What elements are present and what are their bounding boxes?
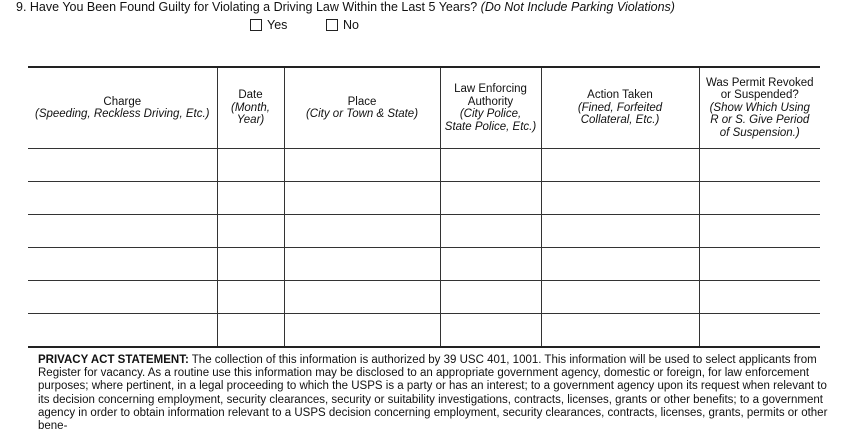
violations-table — [28, 66, 820, 348]
table-cell-input[interactable] — [541, 149, 699, 182]
table-cell-input[interactable] — [217, 182, 284, 215]
table-cell-input[interactable] — [699, 182, 820, 215]
no-checkbox[interactable] — [326, 19, 338, 31]
table-cell-input[interactable] — [541, 182, 699, 215]
table-cell-input[interactable] — [284, 149, 440, 182]
table-cell-input[interactable] — [284, 248, 440, 281]
table-cell-input[interactable] — [28, 281, 217, 314]
header-place: Place (City or Town & State) — [284, 67, 440, 149]
table-row — [28, 314, 820, 348]
table-cell-input[interactable] — [284, 182, 440, 215]
no-option[interactable] — [326, 18, 359, 32]
table-cell-input[interactable] — [217, 281, 284, 314]
question-note: (Do Not Include Parking Violations) — [480, 0, 675, 14]
privacy-body: The collection of this information is authorized by 39 USC 401, 1001. This information will be used to select applicants from Register for vacancy. As a routine use this information may be disclosed to an appropriate government agency, domestic or foreign, for law enforcement purposes; where pertinent, in a legal proceeding to which the USPS is a party or has an interest; to a government agency upon its request when relevant to its decision concerning employment, security clearances, security or suitability investigations, contracts, licenses, grants or other benefits; to a government agency in order to obtain information relevant to a USPS decision concerning employment, security clearances, contracts, licenses, grants, permits or other bene- — [38, 354, 828, 433]
table-cell-input[interactable] — [28, 149, 217, 182]
table-cell-input[interactable] — [699, 314, 820, 348]
table-cell-input[interactable] — [440, 149, 541, 182]
table-cell-input[interactable] — [541, 248, 699, 281]
table-cell-input[interactable] — [541, 314, 699, 348]
yes-label: Yes — [267, 18, 288, 32]
table-cell-input[interactable] — [699, 248, 820, 281]
table-cell-input[interactable] — [28, 182, 217, 215]
table-cell-input[interactable] — [28, 314, 217, 348]
table-cell-input[interactable] — [541, 281, 699, 314]
header-date: Date (Month, Year) — [217, 67, 284, 149]
privacy-heading: PRIVACY ACT STATEMENT: — [38, 354, 189, 366]
table-row — [28, 182, 820, 215]
table-cell-input[interactable] — [699, 281, 820, 314]
table-cell-input[interactable] — [440, 248, 541, 281]
header-charge: Charge (Speeding, Reckless Driving, Etc.) — [28, 67, 217, 149]
table-cell-input[interactable] — [699, 215, 820, 248]
table-cell-input[interactable] — [440, 281, 541, 314]
table-cell-input[interactable] — [284, 281, 440, 314]
header-action: Action Taken (Fined, Forfeited Collateral, Etc.) — [541, 67, 699, 149]
question-text: 9. Have You Been Found Guilty for Violating a Driving Law Within the Last 5 Years? — [16, 0, 478, 14]
header-authority: Law Enforcing Authority (City Police, State Police, Etc.) — [440, 67, 541, 149]
table-cell-input[interactable] — [217, 248, 284, 281]
no-label: No — [343, 18, 359, 32]
table-cell-input[interactable] — [284, 314, 440, 348]
table-cell-input[interactable] — [440, 215, 541, 248]
header-permit: Was Permit Revoked or Suspended? (Show Which Using R or S. Give Period of Suspension.) — [699, 67, 820, 149]
yes-option[interactable] — [250, 18, 287, 32]
table-cell-input[interactable] — [217, 149, 284, 182]
table-cell-input[interactable] — [440, 314, 541, 348]
table-cell-input[interactable] — [284, 215, 440, 248]
table-row — [28, 215, 820, 248]
yes-checkbox[interactable] — [250, 19, 262, 31]
table-cell-input[interactable] — [699, 149, 820, 182]
table-cell-input[interactable] — [28, 248, 217, 281]
table-cell-input[interactable] — [541, 215, 699, 248]
table-cell-input[interactable] — [217, 314, 284, 348]
table-cell-input[interactable] — [28, 215, 217, 248]
table-row — [28, 248, 820, 281]
table-row — [28, 149, 820, 182]
table-cell-input[interactable] — [440, 182, 541, 215]
privacy-act-statement — [38, 354, 828, 433]
table-row — [28, 281, 820, 314]
question-9 — [16, 0, 675, 14]
table-header-row — [28, 67, 820, 149]
table-cell-input[interactable] — [217, 215, 284, 248]
